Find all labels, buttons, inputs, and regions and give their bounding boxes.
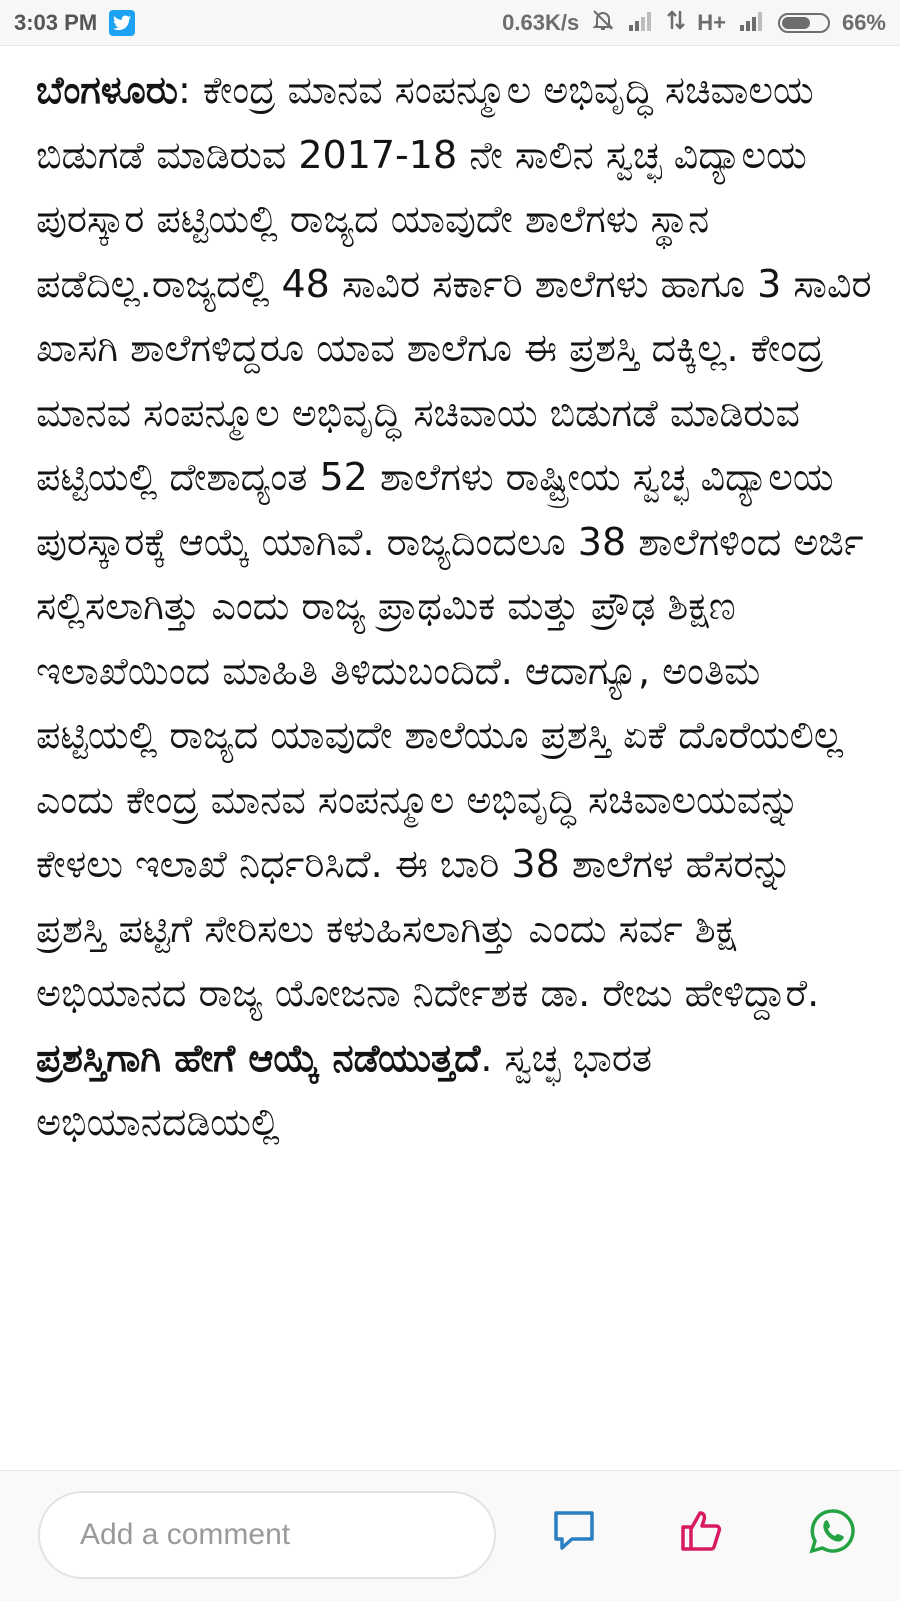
article-text-continued: . ಸ್ವಚ್ಛ ಭಾರತ ಅಭಿಯಾನದಡಿಯಲ್ಲಿ — [36, 1035, 653, 1144]
article-body — [36, 58, 874, 1466]
status-left — [14, 10, 135, 36]
comment-input[interactable] — [38, 1491, 496, 1579]
article-bold-location: ಬೆಂಗಳೂರು — [36, 68, 178, 112]
bottom-action-bar — [0, 1470, 900, 1601]
signal-icon — [627, 9, 655, 37]
article-bold-subheading: ಪ್ರಶಸ್ತಿಗಾಗಿ ಹೇಗೆ ಆಯ್ಕೆ ನಡೆಯುತ್ತದೆ — [36, 1035, 481, 1080]
battery-level — [782, 17, 810, 29]
twitter-icon — [109, 10, 135, 36]
battery-icon — [778, 13, 830, 33]
status-right — [502, 8, 886, 38]
like-icon[interactable] — [678, 1507, 726, 1555]
mute-icon — [591, 8, 615, 38]
signal-icon — [738, 9, 766, 37]
data-arrows-icon — [667, 9, 685, 37]
comment-icon[interactable] — [550, 1507, 598, 1555]
article-text: : ಕೇಂದ್ರ ಮಾನವ ಸಂಪನ್ಮೂಲ ಅಭಿವೃದ್ಧಿ ಸಚಿವಾಲಯ ಬಿಡುಗಡೆ ಮಾಡಿರುವ 2017-18 ನೇ ಸಾಲಿನ ಸ್ವಚ್ಛ ವಿದ್ಯಾಲಯ ಪುರಸ್ಕಾರ ಪಟ್ಟಿಯಲ್ಲಿ ರಾಜ್ಯದ ಯಾವುದೇ ಶಾಲೆಗಳು ಸ್ಥಾನ ಪಡೆದಿಲ್ಲ.ರಾಜ್ಯದಲ್ಲಿ 48 ಸಾವಿರ ಸರ್ಕಾರಿ ಶಾಲೆಗಳು ಹಾಗೂ 3 ಸಾವಿರ ಖಾಸಗಿ ಶಾಲೆಗಳಿದ್ದರೂ ಯಾವ ಶಾಲೆಗೂ ಈ ಪ್ರಶಸ್ತಿ ದಕ್ಕಿಲ್ಲ. ಕೇಂದ್ರ ಮಾನವ ಸಂಪನ್ಮೂಲ ಅಭಿವೃದ್ಧಿ ಸಚಿವಾಯ ಬಿಡುಗಡೆ ಮಾಡಿರುವ ಪಟ್ಟಿಯಲ್ಲಿ ದೇಶಾದ್ಯಂತ 52 ಶಾಲೆಗಳು ರಾಷ್ಟ್ರೀಯ ಸ್ವಚ್ಛ ವಿದ್ಯಾಲಯ ಪುರಸ್ಕಾರಕ್ಕೆ ಆಯ್ಕೆ ಯಾಗಿವೆ. ರಾಜ್ಯದಿಂದಲೂ 38 ಶಾಲೆಗಳಿಂದ ಅರ್ಜಿ ಸಲ್ಲಿಸಲಾಗಿತ್ತು ಎಂದು ರಾಜ್ಯ ಪ್ರಾಥಮಿಕ ಮತ್ತು ಪ್ರೌಢ ಶಿಕ್ಷಣ ಇಲಾಖೆಯಿಂದ ಮಾಹಿತಿ ತಿಳಿದುಬಂದಿದೆ. ಆದಾಗ್ಯೂ, ಅಂತಿಮ ಪಟ್ಟಿಯಲ್ಲಿ ರಾಜ್ಯದ ಯಾವುದೇ ಶಾಲೆಯೂ ಪ್ರಶಸ್ತಿ ಏಕೆ ದೊರೆಯಲಿಲ್ಲ ಎಂದು ಕೇಂದ್ರ ಮಾನವ ಸಂಪನ್ಮೂಲ ಅಭಿವೃದ್ಧಿ ಸಚಿವಾಲಯವನ್ನು ಕೇಳಲು ಇಲಾಖೆ ನಿರ್ಧರಿಸಿದೆ. ಈ ಬಾರಿ 38 ಶಾಲೆಗಳ ಹೆಸರನ್ನು ಪ್ರಶಸ್ತಿ ಪಟ್ಟಿಗೆ ಸೇರಿಸಲು ಕಳುಹಿಸಲಾಗಿತ್ತು ಎಂದು ಸರ್ವ ಶಿಕ್ಷ ಅಭಿಯಾನದ ರಾಜ್ಯ ಯೋಜನಾ ನಿರ್ದೇಶಕ ಡಾ. ರೇಜು ಹೇಳಿದ್ದಾರೆ. — [36, 68, 872, 1015]
network-type: H+ — [697, 9, 726, 35]
comment-placeholder: Add a comment — [80, 1518, 291, 1551]
whatsapp-icon[interactable] — [808, 1507, 856, 1555]
status-bar — [0, 0, 900, 46]
status-time: 3:03 PM — [14, 9, 98, 35]
net-speed: 0.63K/s — [502, 9, 580, 35]
battery-percent: 66% — [841, 9, 886, 35]
